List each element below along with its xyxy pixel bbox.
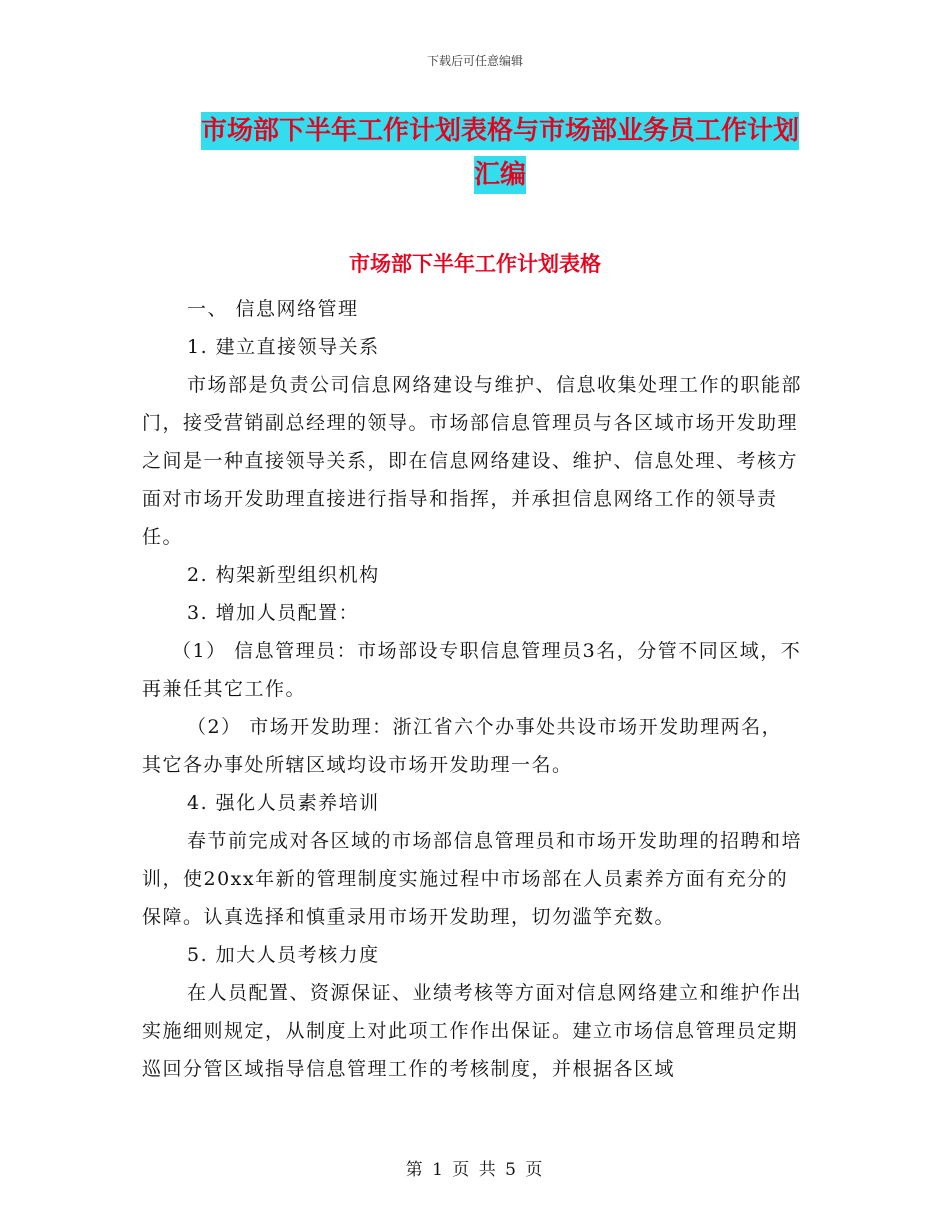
body-paragraph: 市场部是负责公司信息网络建设与维护、信息收集处理工作的职能部门，接受营销副总经理的领导。市场部信息管理员与各区域市场开发助理之间是一种直接领导关系，即在信息网络建设、维护、信息处理、考核方面对市场开发助理直接进行指导和指挥，并承担信息网络工作的领导责任。: [142, 374, 803, 548]
body-paragraph: 在人员配置、资源保证、业绩考核等方面对信息网络建立和维护作出实施细则规定，从制度上对此项工作作出保证。建立市场信息管理员定期巡回分管区域指导信息管理工作的考核制度，并根据各区域: [142, 982, 803, 1080]
document-body: [142, 290, 802, 1088]
body-paragraph: 春节前完成对各区域的市场部信息管理员和市场开发助理的招聘和培训，使20xx年新的管理制度实施过程中市场部在人员素养方面有充分的保障。认真选择和慎重录用市场开发助理，切勿滥竽充数。: [142, 830, 803, 928]
body-paragraph: （1） 信息管理员：市场部设专职信息管理员3名，分管不同区域，不再兼任其它工作。: [142, 640, 802, 700]
page-header-note: 下载后可任意编辑: [426, 54, 523, 68]
document-title: [190, 112, 810, 194]
title-line-1: 市场部下半年工作计划表格与市场部业务员工作计划: [201, 112, 799, 150]
section-heading: 一、 信息网络管理: [187, 298, 359, 320]
page-footer-indicator: 第 1 页 共 5 页: [405, 1160, 545, 1180]
title-line-2: 汇编: [474, 156, 526, 194]
item-heading: 3. 增加人员配置：: [187, 602, 360, 624]
item-heading: 4. 强化人员素养培训: [187, 792, 380, 814]
item-heading: 1. 建立直接领导关系: [187, 336, 380, 358]
item-heading: 2. 构架新型组织机构: [187, 564, 380, 586]
section-subtitle: 市场部下半年工作计划表格: [349, 252, 601, 276]
item-heading: 5. 加大人员考核力度: [187, 944, 380, 966]
body-paragraph: （2） 市场开发助理：浙江省六个办事处共设市场开发助理两名，其它各办事处所辖区域均设市场开发助理一名。: [142, 716, 783, 776]
